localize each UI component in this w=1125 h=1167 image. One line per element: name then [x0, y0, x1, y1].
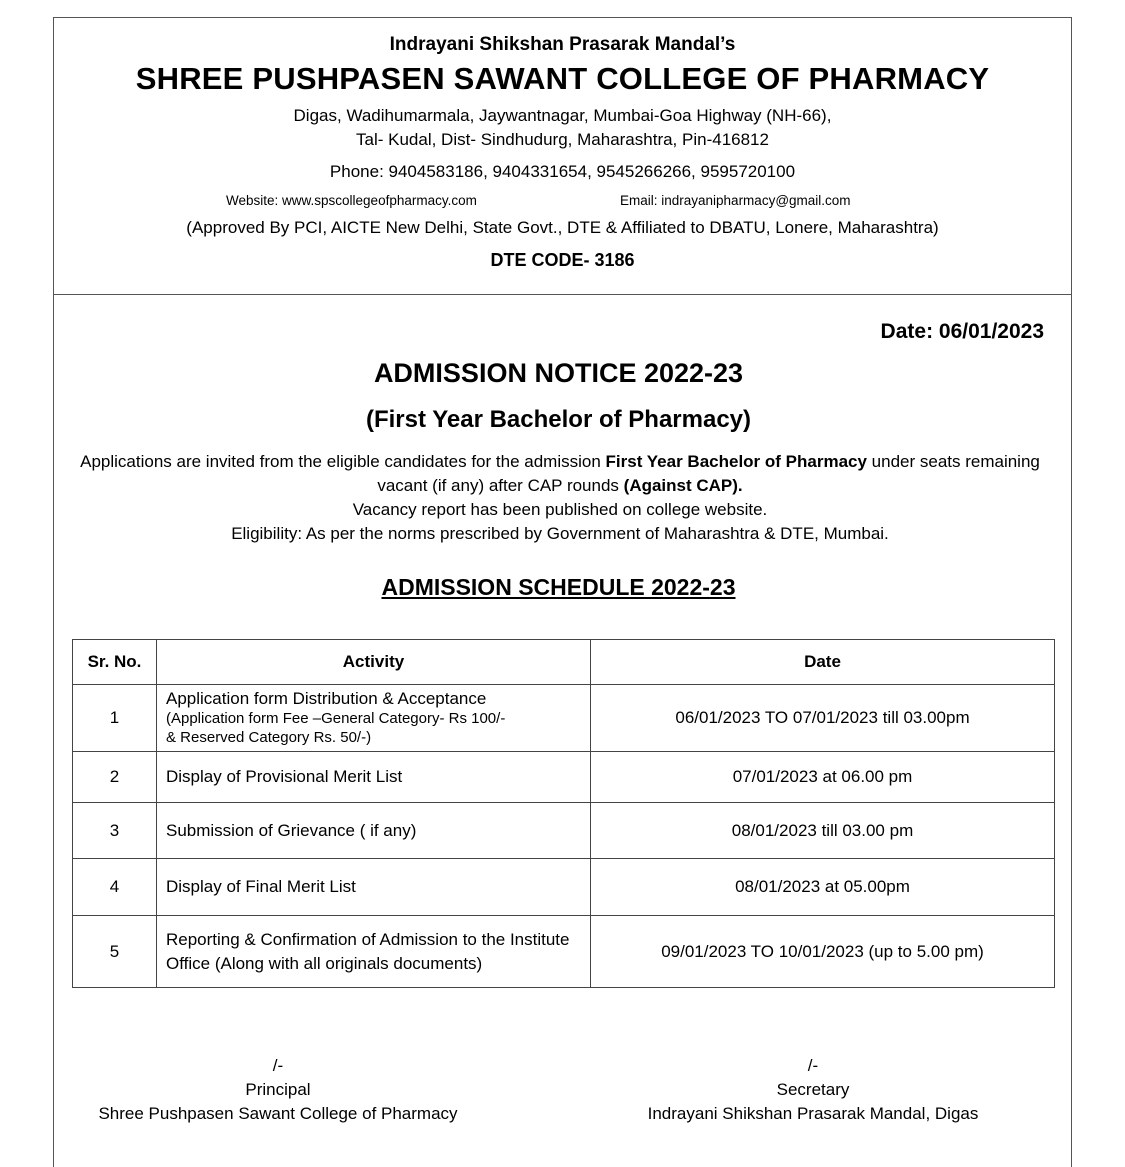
- row-date: 09/01/2023 TO 10/01/2023 (up to 5.00 pm): [591, 916, 1055, 988]
- trust-name: Indrayani Shikshan Prasarak Mandal’s: [389, 34, 736, 55]
- signatory-org: Indrayani Shikshan Prasarak Mandal, Digas: [647, 1104, 979, 1123]
- schedule-title-text: ADMISSION SCHEDULE 2022-23: [381, 574, 736, 600]
- row-date: 08/01/2023 at 05.00pm: [591, 859, 1055, 916]
- vacancy-note: Vacancy report has been published on college website.: [352, 500, 768, 519]
- notice-title: ADMISSION NOTICE 2022-23: [373, 358, 744, 388]
- website: Website: www.spscollegeofpharmacy.com: [226, 193, 477, 208]
- header-activity: Activity: [157, 640, 591, 685]
- address-line-1: Digas, Wadihumarmala, Jaywantnagar, Mumbai-Goa Highway (NH-66),: [293, 106, 832, 125]
- letterhead: [53, 17, 1072, 295]
- table-header-row: [73, 640, 1055, 685]
- dte-code: DTE CODE- 3186: [490, 250, 635, 270]
- schedule-title: [0, 574, 1117, 601]
- secretary-signature: [622, 1054, 1004, 1126]
- header-sr-no: Sr. No.: [73, 640, 157, 685]
- approval-line: (Approved By PCI, AICTE New Delhi, State Govt., DTE & Affiliated to DBATU, Lonere, Maharashtra): [186, 218, 939, 237]
- address-line-2: Tal- Kudal, Dist- Sindhudurg, Maharashtra, Pin-416812: [356, 130, 769, 149]
- email: Email: indrayanipharmacy@gmail.com: [620, 193, 851, 208]
- notice-subtitle: (First Year Bachelor of Pharmacy): [365, 406, 752, 433]
- row-activity: Display of Provisional Merit List: [157, 752, 591, 803]
- signatory-role: Principal: [245, 1080, 311, 1099]
- table-row: [73, 803, 1055, 859]
- row-date: 08/01/2023 till 03.00 pm: [591, 803, 1055, 859]
- row-activity: Submission of Grievance ( if any): [157, 803, 591, 859]
- table-row: [73, 752, 1055, 803]
- college-name: SHREE PUSHPASEN SAWANT COLLEGE OF PHARMACY: [135, 61, 990, 96]
- signatory-role: Secretary: [776, 1080, 850, 1099]
- header-date: Date: [591, 640, 1055, 685]
- row-activity: Display of Final Merit List: [157, 859, 591, 916]
- row-sr: 4: [73, 859, 157, 916]
- activity-note-1: (Application form Fee –General Category- Rs 100/-: [166, 710, 506, 727]
- row-activity: [157, 685, 591, 752]
- intro-text-2: under seats remaining vacant (if any) after CAP rounds: [377, 452, 1040, 495]
- signature-mark: /-: [272, 1056, 284, 1075]
- table-row: [73, 685, 1055, 752]
- row-sr: 5: [73, 916, 157, 988]
- phone-numbers: Phone: 9404583186, 9404331654, 9545266266, 9595720100: [329, 162, 796, 181]
- eligibility-note: Eligibility: As per the norms prescribed by Government of Maharashtra & DTE, Mumbai.: [231, 524, 889, 543]
- schedule-table: [72, 639, 1055, 988]
- row-sr: 1: [73, 685, 157, 752]
- row-sr: 3: [73, 803, 157, 859]
- principal-signature: [72, 1054, 484, 1126]
- intro-paragraph: [60, 450, 1060, 546]
- activity-main: Application form Distribution & Acceptance: [166, 689, 487, 708]
- row-sr: 2: [73, 752, 157, 803]
- row-activity: Reporting & Confirmation of Admission to the Institute Office (Along with all originals documents): [157, 916, 591, 988]
- table-row: [73, 916, 1055, 988]
- table-row: [73, 859, 1055, 916]
- notice-date: Date: 06/01/2023: [880, 320, 1044, 343]
- signature-mark: /-: [807, 1056, 819, 1075]
- intro-text-1: Applications are invited from the eligible candidates for the admission: [80, 452, 606, 471]
- row-date: 07/01/2023 at 06.00 pm: [591, 752, 1055, 803]
- intro-bold-1: First Year Bachelor of Pharmacy: [605, 452, 867, 471]
- row-date: 06/01/2023 TO 07/01/2023 till 03.00pm: [591, 685, 1055, 752]
- intro-bold-2: (Against CAP).: [623, 476, 743, 495]
- activity-note-2: & Reserved Category Rs. 50/-): [166, 729, 372, 746]
- signatory-org: Shree Pushpasen Sawant College of Pharmacy: [98, 1104, 458, 1123]
